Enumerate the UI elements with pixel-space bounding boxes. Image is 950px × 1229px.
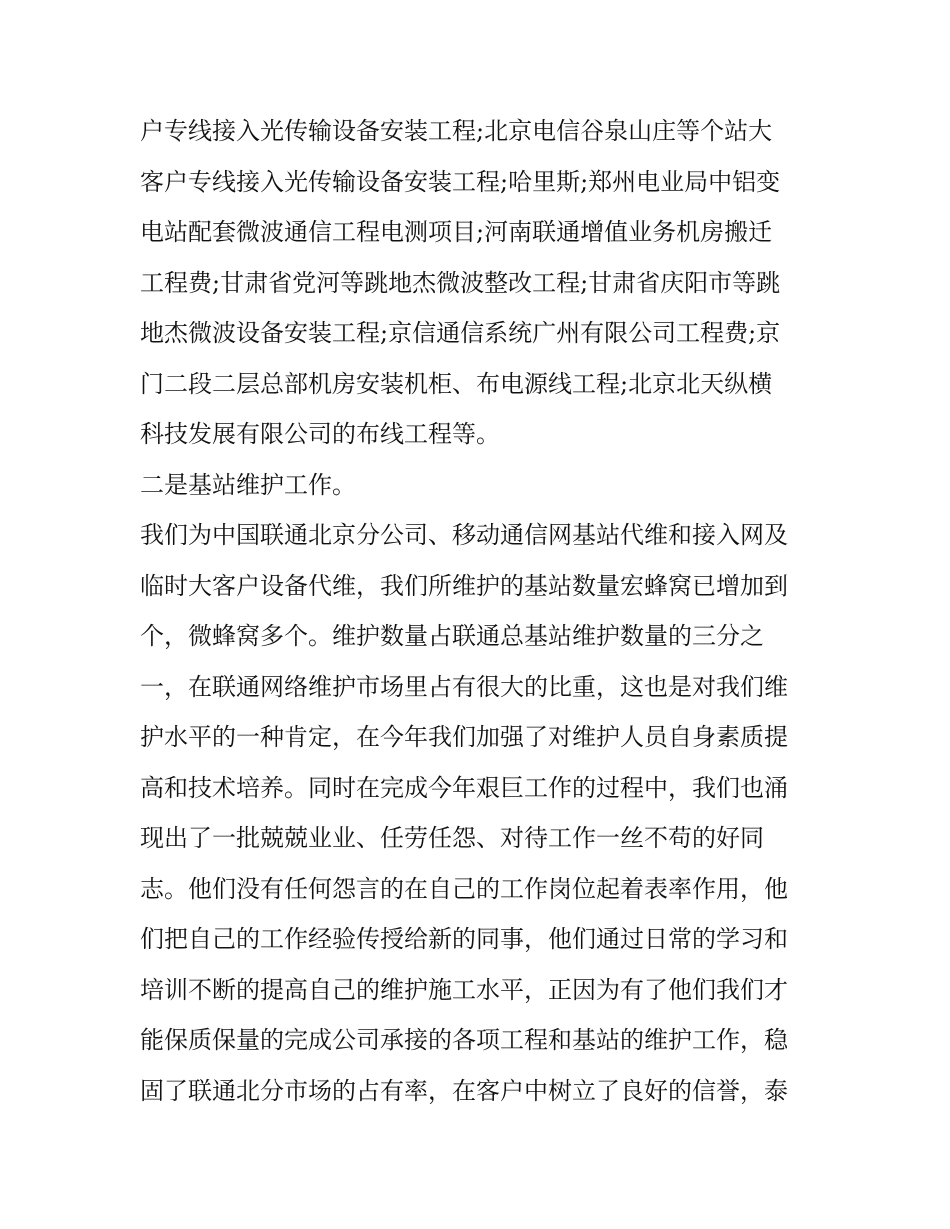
text-line: 一，在联通网络维护市场里占有很大的比重，这也是对我们维	[140, 672, 788, 701]
text-line: 培训不断的提高自己的维护施工水平，正因为有了他们我们才	[140, 975, 788, 1004]
text-line: 科技发展有限公司的布线工程等。	[140, 420, 500, 448]
text-line: 电站配套微波通信工程电测项目;河南联通增值业务机房搬迁	[140, 218, 773, 246]
text-line: 护水平的一种肯定，在今年我们加强了对维护人员自身素质提	[140, 723, 788, 751]
body-text	[140, 106, 812, 1116]
text-line: 工程费;甘肃省党河等跳地杰微波整改工程;甘肃省庆阳市等跳	[140, 268, 781, 297]
text-line: 门二段二层总部机房安装机柜、布电源线工程;北京北天纵横	[140, 369, 773, 398]
text-line: 们把自己的工作经验传授给新的同事，他们通过日常的学习和	[140, 925, 788, 953]
text-line: 志。他们没有任何怨言的在自己的工作岗位起着表率作用，他	[140, 874, 788, 903]
text-line: 固了联通北分市场的占有率，在客户中树立了良好的信誉，泰	[140, 1076, 788, 1105]
text-line: 地杰微波设备安装工程;京信通信系统广州有限公司工程费;京	[140, 319, 781, 347]
text-line: 临时大客户设备代维，我们所维护的基站数量宏蜂窝已增加到	[140, 571, 788, 600]
text-line: 个，微蜂窝多个。维护数量占联通总基站维护数量的三分之	[140, 622, 764, 650]
text-line: 能保质保量的完成公司承接的各项工程和基站的维护工作，稳	[140, 1026, 788, 1054]
text-line: 我们为中国联通北京分公司、移动通信网基站代维和接入网及	[140, 521, 788, 549]
text-line: 高和技术培养。同时在完成今年艰巨工作的过程中，我们也涌	[140, 773, 788, 802]
text-line: 户专线接入光传输设备安装工程;北京电信谷泉山庄等个站大	[140, 117, 773, 145]
section-heading: 二是基站维护工作。	[140, 470, 356, 499]
text-line: 客户专线接入光传输设备安装工程;哈里斯;郑州电业局中铝变	[140, 167, 781, 196]
text-line: 现出了一批兢兢业业、任劳任怨、对待工作一丝不苟的好同	[140, 824, 764, 852]
